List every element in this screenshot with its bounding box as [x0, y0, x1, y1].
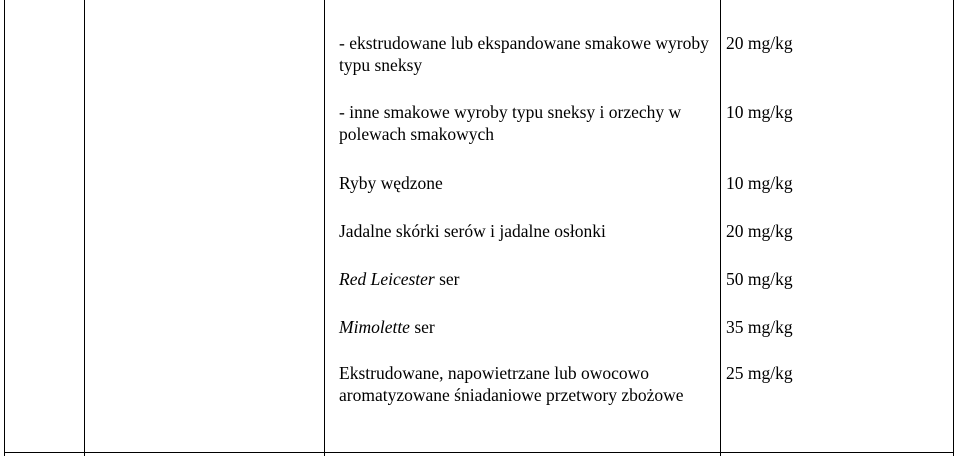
table-row-value: 20 mg/kg [726, 33, 793, 53]
table-row-description: - ekstrudowane lub ekspandowane smakowe wyroby typu sneksy [339, 33, 709, 75]
cheese-suffix: ser [409, 317, 435, 337]
cheese-name-italic: Mimolette [339, 317, 410, 337]
table-border-col2 [324, 0, 325, 456]
table-border-left [4, 0, 5, 456]
table-row-value: 50 mg/kg [726, 269, 793, 289]
table-row-description [333, 316, 724, 338]
table-row-value: 25 mg/kg [726, 363, 793, 383]
table-row-description: Ryby wędzone [339, 173, 443, 193]
table-row-description [333, 268, 724, 290]
cheese-name-italic: Red Leicester [339, 269, 435, 289]
table-border-bottom [4, 452, 954, 453]
table-row-description: Ekstrudowane, napowietrzane lub owocowo aromatyzowane śniadaniowe przetwory zbożowe [339, 363, 684, 405]
table-row-value: 20 mg/kg [726, 221, 793, 241]
table-row-value: 10 mg/kg [726, 102, 793, 122]
table-row-description: Jadalne skórki serów i jadalne osłonki [339, 221, 606, 241]
table-border-right [953, 0, 954, 456]
cheese-suffix: ser [434, 269, 460, 289]
table-row-value: 10 mg/kg [726, 173, 793, 193]
table-border-col1 [84, 0, 85, 456]
table-row-value: 35 mg/kg [726, 317, 793, 337]
table-row-description: - inne smakowe wyroby typu sneksy i orzechy w polewach smakowych [339, 102, 682, 144]
